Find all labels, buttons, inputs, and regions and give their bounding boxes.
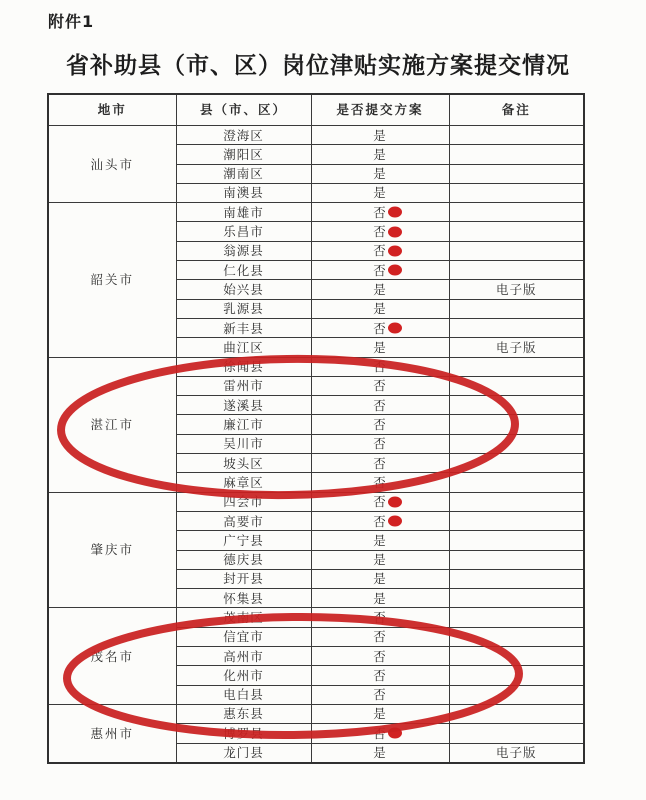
submitted-cell: 否	[311, 608, 449, 627]
table-row	[48, 608, 584, 627]
remark-cell	[449, 145, 584, 164]
remark-cell	[449, 569, 584, 588]
submitted-cell: 否	[311, 396, 449, 415]
remark-cell	[449, 666, 584, 685]
remark-cell	[449, 164, 584, 183]
submitted-cell: 否	[311, 454, 449, 473]
county-cell: 潮南区	[176, 164, 311, 183]
submitted-cell: 否	[311, 415, 449, 434]
remark-cell	[449, 241, 584, 260]
remark-cell	[449, 685, 584, 704]
submitted-cell: 否	[311, 357, 449, 376]
column-header-2: 是否提交方案	[311, 94, 449, 126]
submitted-cell: 否	[311, 666, 449, 685]
county-cell: 茂南区	[176, 608, 311, 627]
submitted-cell: 是	[311, 743, 449, 763]
submitted-cell: 是	[311, 589, 449, 608]
submission-table	[47, 93, 585, 764]
remark-cell	[449, 203, 584, 222]
remark-cell	[449, 724, 584, 743]
submitted-cell: 否	[311, 318, 449, 337]
submitted-cell: 否	[311, 511, 449, 530]
red-dot-icon	[388, 245, 402, 256]
remark-cell	[449, 318, 584, 337]
red-dot-icon	[388, 207, 402, 218]
county-cell: 潮阳区	[176, 145, 311, 164]
submitted-cell: 否	[311, 647, 449, 666]
submitted-cell: 否	[311, 434, 449, 453]
remark-cell	[449, 222, 584, 241]
submitted-cell: 否	[311, 376, 449, 395]
submitted-cell: 是	[311, 145, 449, 164]
county-cell: 仁化县	[176, 261, 311, 280]
remark-cell	[449, 126, 584, 145]
county-cell: 惠东县	[176, 704, 311, 723]
remark-cell: 电子版	[449, 280, 584, 299]
red-dot-icon	[388, 728, 402, 739]
submitted-cell: 是	[311, 704, 449, 723]
county-cell: 雷州市	[176, 376, 311, 395]
table-row	[48, 357, 584, 376]
county-cell: 始兴县	[176, 280, 311, 299]
red-dot-icon	[388, 516, 402, 527]
submitted-cell: 是	[311, 299, 449, 318]
city-cell: 茂名市	[48, 608, 176, 704]
county-cell: 坡头区	[176, 454, 311, 473]
remark-cell	[449, 396, 584, 415]
submitted-cell: 否	[311, 627, 449, 646]
column-header-0: 地市	[48, 94, 176, 126]
submitted-cell: 是	[311, 183, 449, 202]
submitted-cell: 否	[311, 203, 449, 222]
remark-cell	[449, 183, 584, 202]
remark-cell	[449, 704, 584, 723]
county-cell: 怀集县	[176, 589, 311, 608]
submitted-cell: 是	[311, 338, 449, 357]
page-title: 省补助县（市、区）岗位津贴实施方案提交情况	[66, 53, 570, 79]
column-header-1: 县（市、区）	[176, 94, 311, 126]
table-row	[48, 492, 584, 511]
remark-cell	[449, 473, 584, 492]
county-cell: 电白县	[176, 685, 311, 704]
table-row	[48, 203, 584, 222]
remark-cell	[449, 492, 584, 511]
submitted-cell: 是	[311, 531, 449, 550]
remark-cell	[449, 454, 584, 473]
city-cell: 湛江市	[48, 357, 176, 492]
county-cell: 广宁县	[176, 531, 311, 550]
county-cell: 封开县	[176, 569, 311, 588]
county-cell: 廉江市	[176, 415, 311, 434]
submitted-cell: 否	[311, 685, 449, 704]
city-cell: 汕头市	[48, 126, 176, 203]
submitted-cell: 是	[311, 126, 449, 145]
county-cell: 麻章区	[176, 473, 311, 492]
submitted-cell: 否	[311, 222, 449, 241]
county-cell: 信宜市	[176, 627, 311, 646]
table-body	[48, 126, 584, 763]
county-cell: 乐昌市	[176, 222, 311, 241]
county-cell: 高州市	[176, 647, 311, 666]
submitted-cell: 是	[311, 280, 449, 299]
county-cell: 南雄市	[176, 203, 311, 222]
remark-cell	[449, 261, 584, 280]
county-cell: 乳源县	[176, 299, 311, 318]
header-row	[48, 94, 584, 126]
red-dot-icon	[388, 265, 402, 276]
county-cell: 化州市	[176, 666, 311, 685]
remark-cell: 电子版	[449, 338, 584, 357]
table-row	[48, 126, 584, 145]
county-cell: 德庆县	[176, 550, 311, 569]
column-header-3: 备注	[449, 94, 584, 126]
submitted-cell: 否	[311, 724, 449, 743]
red-dot-icon	[388, 496, 402, 507]
county-cell: 博罗县	[176, 724, 311, 743]
red-dot-icon	[388, 323, 402, 334]
county-cell: 遂溪县	[176, 396, 311, 415]
submitted-cell: 是	[311, 164, 449, 183]
remark-cell	[449, 376, 584, 395]
county-cell: 曲江区	[176, 338, 311, 357]
remark-cell	[449, 511, 584, 530]
county-cell: 徐闻县	[176, 357, 311, 376]
county-cell: 吴川市	[176, 434, 311, 453]
county-cell: 澄海区	[176, 126, 311, 145]
submitted-cell: 否	[311, 473, 449, 492]
submitted-cell: 否	[311, 492, 449, 511]
remark-cell	[449, 647, 584, 666]
county-cell: 南澳县	[176, 183, 311, 202]
city-cell: 惠州市	[48, 704, 176, 762]
red-dot-icon	[388, 226, 402, 237]
county-cell: 龙门县	[176, 743, 311, 763]
county-cell: 高要市	[176, 511, 311, 530]
county-cell: 四会市	[176, 492, 311, 511]
remark-cell	[449, 357, 584, 376]
remark-cell	[449, 299, 584, 318]
attachment-label: 附件1	[48, 12, 95, 31]
submitted-cell: 是	[311, 569, 449, 588]
remark-cell	[449, 589, 584, 608]
submitted-cell: 否	[311, 241, 449, 260]
table-header	[48, 94, 584, 126]
remark-cell	[449, 627, 584, 646]
table-row	[48, 704, 584, 723]
remark-cell	[449, 608, 584, 627]
remark-cell: 电子版	[449, 743, 584, 763]
remark-cell	[449, 434, 584, 453]
submitted-cell: 是	[311, 550, 449, 569]
remark-cell	[449, 531, 584, 550]
county-cell: 新丰县	[176, 318, 311, 337]
remark-cell	[449, 415, 584, 434]
remark-cell	[449, 550, 584, 569]
submitted-cell: 否	[311, 261, 449, 280]
county-cell: 翁源县	[176, 241, 311, 260]
city-cell: 韶关市	[48, 203, 176, 357]
city-cell: 肇庆市	[48, 492, 176, 608]
